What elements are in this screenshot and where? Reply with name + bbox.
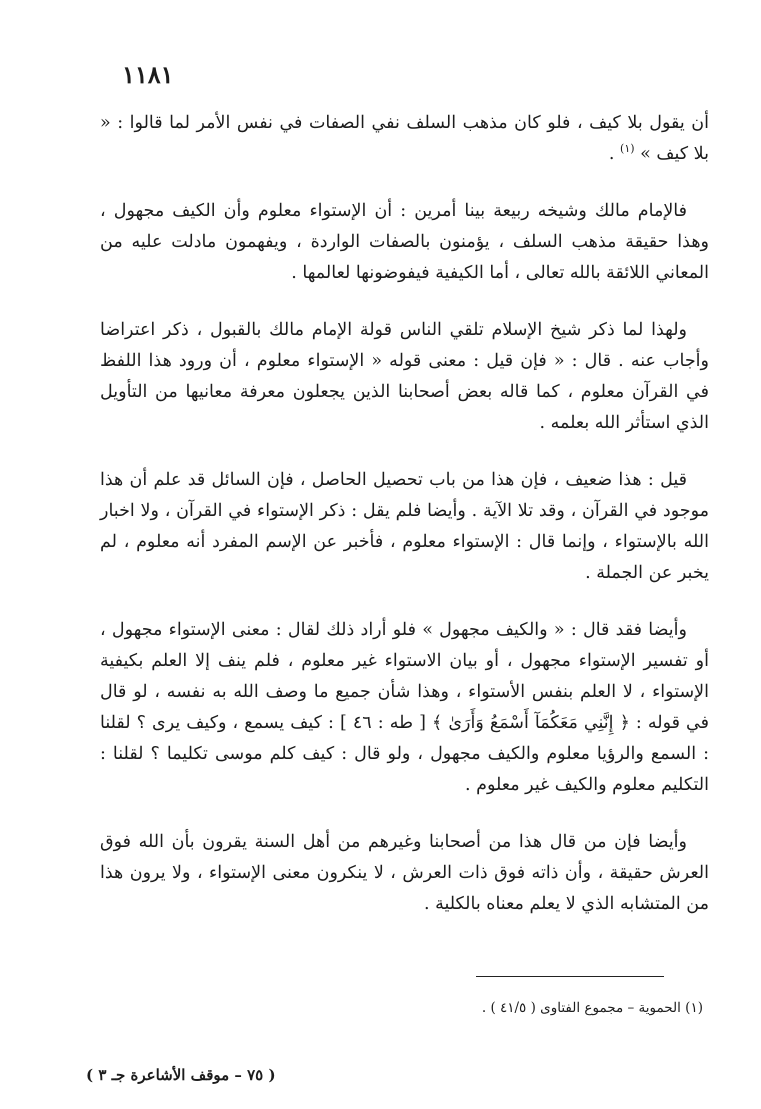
paragraph-6: وأيضا فإن من قال هذا من أصحابنا وغيرهم من أهل السنة يقرون بأن الله فوق العرش حقيقة ، وأن ذاته فوق ذات العرش ، لا ينكرون معنى الإستواء ، ولا يرون هذا من المتشابه الذي لا يعلم معناه بالكلية . [100,832,709,914]
paragraph-5: وأيضا فقد قال : « والكيف مجهول » فلو أراد ذلك لقال : معنى الإستواء مجهول ، أو تفسير الإستواء مجهول ، أو بيان الاستواء غير معلوم ، فلم ينف إلا العلم بكيفية الإستواء ، لا العلم بنفس الأستواء ، وهذا شأن جميع ما وصف الله به نفسه ، لو قال في قوله : ﴿ إِنَّنِي مَعَكُمَآ أَسْمَعُ وَأَرَىٰ ﴾ [ طه : ٤٦ ] : كيف يسمع ، وكيف يرى ؟ لقلنا : السمع والرؤيا معلوم والكيف مجهول ، ولو قال : كيف كلم موسى تكليما ؟ لقلنا : التكليم معلوم والكيف غير معلوم . [100,620,709,795]
footnote-marker: (١) [620,142,635,156]
footnote-divider [476,976,664,977]
book-reference: ( ٧٥ – موقف الأشاعرة جـ ٣ ) [86,1066,276,1084]
page-body [100,108,709,946]
paragraph-1-text: أن يقول بلا كيف ، فلو كان مذهب السلف نفي الصفات في نفس الأمر لما قالوا : « بلا كيف » [100,113,709,164]
paragraph-1-end: . [608,144,621,164]
paragraph-2: فالإمام مالك وشيخه ربيعة بينا أمرين : أن الإستواء معلوم وأن الكيف مجهول ، وهذا حقيقة مذهب السلف ، يؤمنون بالصفات الواردة ، ويفهمون مادلت عليه من المعاني اللائقة بالله تعالى ، أما الكيفية فيفوضونها لعالمها . [100,201,709,283]
page-number: ١١٨١ [122,60,174,89]
paragraph-4: قيل : هذا ضعيف ، فإن هذا من باب تحصيل الحاصل ، فإن السائل قد علم أن هذا موجود في القرآن ، وقد تلا الآية . وأيضا فلم يقل : ذكر الإستواء في القرآن ، ولا اخبار الله بالإستواء ، وإنما قال : الإستواء معلوم ، فأخبر عن الإسم المفرد أنه معلوم ، لم يخبر عن الجملة . [100,470,709,583]
paragraph-1 [100,108,709,170]
paragraph-3: ولهذا لما ذكر شيخ الإسلام تلقي الناس قولة الإمام مالك بالقبول ، ذكر اعتراضا وأجاب عنه . قال : « فإن قيل : معنى قوله « الإستواء معلوم ، أن ورود هذا اللفظ في القرآن معلوم ، كما قاله بعض أصحابنا الذين يجعلون معرفة معانيها من التأويل الذي استأثر الله بعلمه . [100,320,709,433]
footnote-1: (١) الحموية – مجموع الفتاوى ( ٤١/٥ ) . [481,1000,703,1016]
